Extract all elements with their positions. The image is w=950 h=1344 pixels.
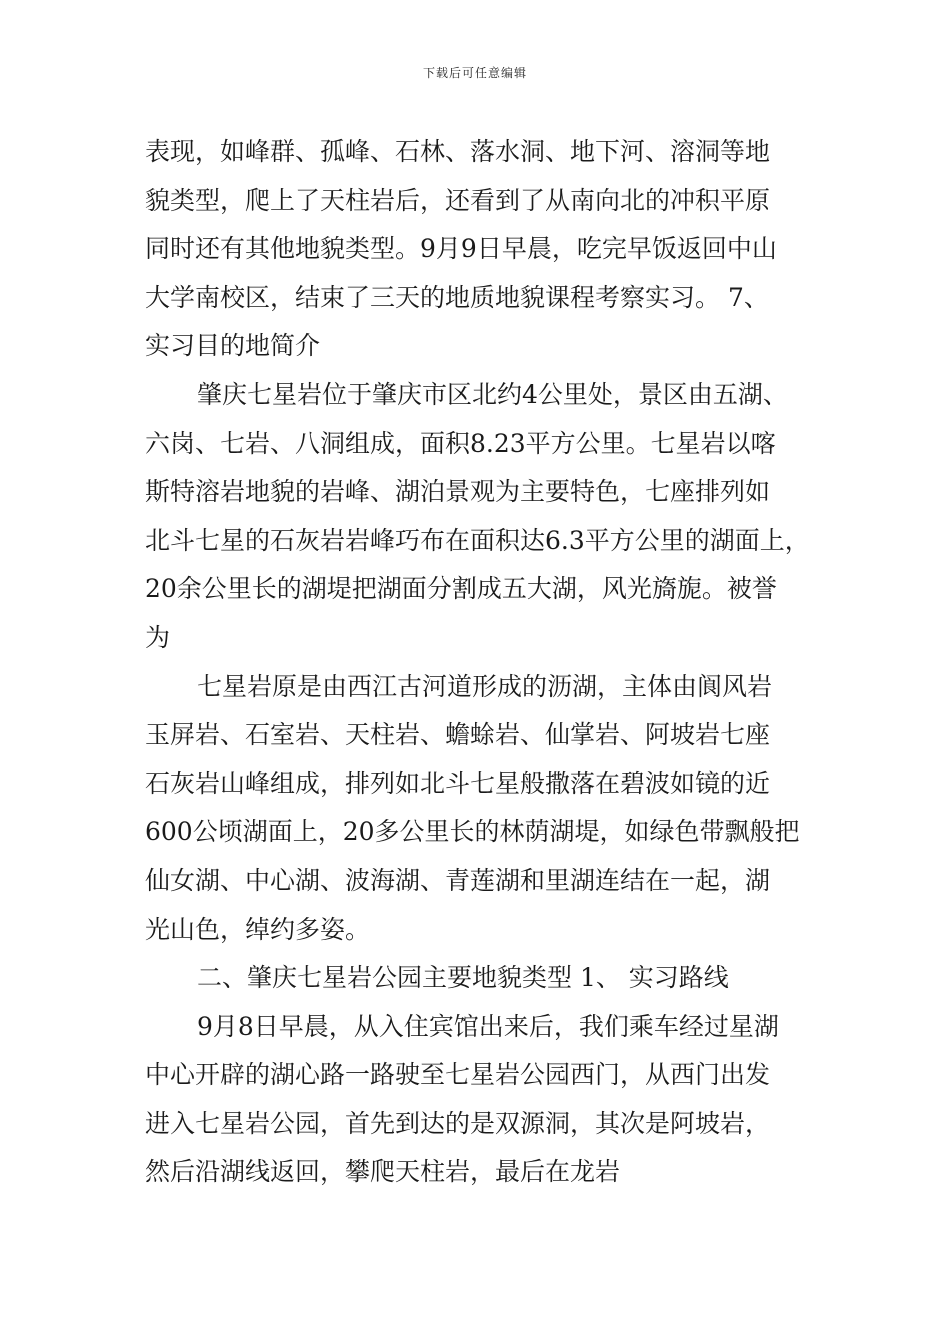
paragraph — [145, 371, 825, 663]
document-body — [145, 128, 825, 1197]
text-line: 斯特溶岩地貌的岩峰、湖泊景观为主要特色，七座排列如 — [145, 477, 771, 507]
paragraph — [145, 1003, 825, 1197]
paragraph — [145, 128, 825, 371]
text-line: 二、肇庆七星岩公园主要地貌类型 1、 实习路线 — [197, 963, 729, 993]
text-line: 为 — [145, 622, 171, 652]
text-line: 仙女湖、中心湖、波海湖、青莲湖和里湖连结在一起，湖 — [145, 865, 771, 895]
text-line: 20余公里长的湖堤把湖面分割成五大湖，风光旖旎。被誉 — [145, 574, 777, 604]
text-line: 进入七星岩公园，首先到达的是双源洞，其次是阿坡岩， — [145, 1108, 771, 1138]
paragraph — [145, 663, 825, 955]
text-line: 大学南校区，结束了三天的地质地貌课程考察实习。 7、 — [145, 282, 769, 312]
text-line: 光山色，绰约多姿。 — [145, 914, 371, 944]
text-line: 貌类型，爬上了天柱岩后，还看到了从南向北的冲积平原 — [145, 185, 771, 215]
text-line: 600公顷湖面上，20多公里长的林荫湖堤，如绿色带飘般把 — [145, 817, 800, 847]
text-line: 六岗、七岩、八洞组成，面积8.23平方公里。七星岩以喀 — [145, 428, 776, 458]
text-line: 石灰岩山峰组成，排列如北斗七星般撒落在碧波如镜的近 — [145, 768, 771, 798]
text-line: 表现，如峰群、孤峰、石林、落水洞、地下河、溶洞等地 — [145, 137, 771, 166]
text-line: 同时还有其他地貌类型。9月9日早晨，吃完早饭返回中山 — [145, 234, 777, 264]
text-line: 9月8日早晨，从入住宾馆出来后，我们乘车经过星湖 — [197, 1011, 779, 1041]
text-line: 北斗七星的石灰岩岩峰巧布在面积达6.3平方公里的湖面上， — [145, 525, 810, 555]
text-line: 玉屏岩、石室岩、天柱岩、蟾蜍岩、仙掌岩、阿坡岩七座 — [145, 720, 771, 750]
text-line: 中心开辟的湖心路一路驶至七星岩公园西门，从西门出发 — [145, 1060, 771, 1090]
text-line: 肇庆七星岩位于肇庆市区北约4公里处，景区由五湖、 — [197, 379, 788, 409]
page-header: 下载后可任意编辑 — [422, 66, 527, 80]
paragraph — [145, 954, 825, 1003]
text-line: 实习目的地简介 — [145, 331, 321, 361]
text-line: 然后沿湖线返回，攀爬天柱岩，最后在龙岩 — [145, 1157, 621, 1187]
text-line: 七星岩原是由西江古河道形成的沥湖，主体由阆风岩 — [197, 671, 773, 701]
